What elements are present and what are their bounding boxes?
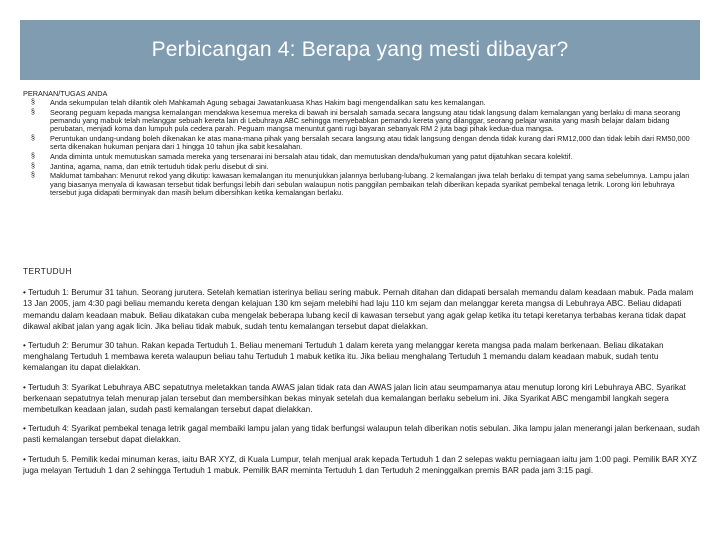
list-item (23, 109, 698, 134)
accused-paragraph: • Tertuduh 3: Syarikat Lebuhraya ABC sepatutnya meletakkan tanda AWAS jalan tidak rata dan AWAS jalan licin atau seumpamanya atau menutup lorong kiri Lebuhraya ABC. Syarikat berkenaan sepatutnya telah menurap jalan tersebut dan membersihkan bekas minyak setelah dua kemalangan berlaku sebelum ini. Jika Syarikat ABC mengambil langkah segera membetulkan keadaan jalan, sudah pasti kemalangan tersebut dapat dielakkan. (23, 382, 686, 415)
list-item (23, 135, 698, 151)
bullet-icon: § (31, 135, 35, 143)
list-item (23, 163, 698, 171)
accused-section (23, 266, 703, 484)
list-item-text: Maklumat tambahan: Menurut rekod yang dikutip: kawasan kemalangan itu menunjukkan jalannya berlubang-lubang. 2 kemalangan jiwa telah berlaku di tempat yang sama sebelumnya. Lampu jalan yang biasanya menyala di kawasan tersebut tidak berfungsi lebih dari sebulan walaupun notis panggilan pembaikan telah diberikan kepada syarikat pembekal tenaga letrik. Lorong kiri lebuhraya tersebut juga didapati berminyak dan masih belum dibersihkan ketika kemalangan berlaku. (50, 171, 690, 197)
roles-section (23, 90, 698, 198)
bullet-icon: § (31, 172, 35, 180)
roles-heading: PERANAN/TUGAS ANDA (23, 89, 108, 98)
bullet-icon: § (31, 99, 35, 107)
list-item-text: Jantina, agama, nama, dan etnik tertuduh tidak perlu disebut di sini. (50, 161, 269, 171)
list-item-text: Peruntukan undang-undang boleh dikenakan ke atas mana-mana pihak yang bersalah secara langsung atau tidak langsung dengan denda tidak kurang dari RM12,000 dan tidak lebih dari RM50,000 serta dikenakan hukuman penjara dari 1 hingga 10 tahun jika sabit kesalahan. (50, 134, 690, 152)
bullet-icon: § (31, 108, 35, 116)
slide-title: Perbicangan 4: Berapa yang mesti dibayar? (151, 38, 569, 61)
list-item-text: Anda diminta untuk memutuskan samada mereka yang tersenarai ini bersalah atau tidak, dan memutuskan denda/hukuman yang patut dijatuhkan secara kolektif. (50, 151, 573, 161)
list-item-text: Anda sekumpulan telah dilantik oleh Mahkamah Agung sebagai Jawatankuasa Khas Hakim bagi mengendalikan satu kes kemalangan. (50, 98, 486, 108)
bullet-icon: § (31, 162, 35, 170)
list-item (23, 172, 698, 197)
accused-paragraph: • Tertuduh 1: Berumur 31 tahun. Seorang jurutera. Setelah kematian isterinya beliau sering mabuk. Pernah ditahan dan didapati bersalah memandu dalam keadaan mabuk. Pada malam 13 Jan 2005, jam 4:30 pagi beliau memandu kereta dengan kelajuan 130 km sejam melebihi had laju 110 km sejam dan melanggar kereta mangsa di Lebuhraya ABC. Beliau didapati memandu dalam keadaan mabuk. Beliau dikatakan cuba mengelak beberapa lubang kecil di kawasan tersebut yang agak gelap ketika itu tetapi keretanya terbabas kerana tidak dapat dikawal akibat jalan yang agak licin. Jika beliau tidak mabuk, sudah tentu kemalangan tersebut dapat dielakkan. (23, 288, 694, 331)
title-banner (20, 20, 700, 80)
list-item (23, 153, 698, 161)
accused-paragraph: • Tertuduh 5. Pemilik kedai minuman keras, iaitu BAR XYZ, di Kuala Lumpur, telah menjual arak kepada Tertuduh 1 dan 2 selepas waktu perniagaan iaitu jam 1:00 pagi. Pemilik BAR XYZ juga melayan Tertuduh 1 dan 2 sehingga Tertuduh 1 mabuk. Pemilik BAR meminta Tertuduh 1 dan Tertuduh 2 meninggalkan premis BAR pada jam 3:15 pagi. (23, 454, 697, 475)
roles-list (23, 99, 698, 197)
list-item (23, 99, 698, 107)
list-item-text: Seorang peguam kepada mangsa kemalangan mendakwa kesemua mereka di bawah ini bersalah samada secara langsung atau tidak langsung dalam kemalangan yang berlaku di mana seorang pemandu yang mabuk telah melanggar sebuah kereta lain di Lebuhraya ABC sehingga menyebabkan pemandu kereta yang dilanggar, seorang pelajar wanita yang masih belajar dalam bidang perubatan, menjadi koma dan lumpuh pula cedera parah. Peguam mangsa menuntut ganti rugi bayaran sebanyak RM 2 juta bagi pihak kedua-dua mangsa. (50, 107, 681, 134)
bullet-icon: § (31, 152, 35, 160)
accused-paragraph: • Tertuduh 2: Berumur 30 tahun. Rakan kepada Tertuduh 1. Beliau menemani Tertuduh 1 dalam kereta yang melanggar kereta mangsa pada malam berkenaan. Beliau dikatakan menghalang Tertuduh 1 membawa kereta walaupun beliau tahu Tertuduh 1 mabuk ketika itu. Jika beliau menghalang Tertuduh 1 memandu dalam keadaan mabuk, sudah tentu kemalangan itu dapat dielakkan. (23, 341, 664, 373)
accused-paragraph: • Tertuduh 4: Syarikat pembekal tenaga letrik gagal membaiki lampu jalan yang tidak berfungsi walaupun telah diberikan notis sebulan. Jika lampu jalan menerangi jalan berkenaan, sudah pasti kemalangan tersebut dapat dielakkan. (23, 424, 700, 445)
accused-heading: TERTUDUH (23, 267, 72, 276)
